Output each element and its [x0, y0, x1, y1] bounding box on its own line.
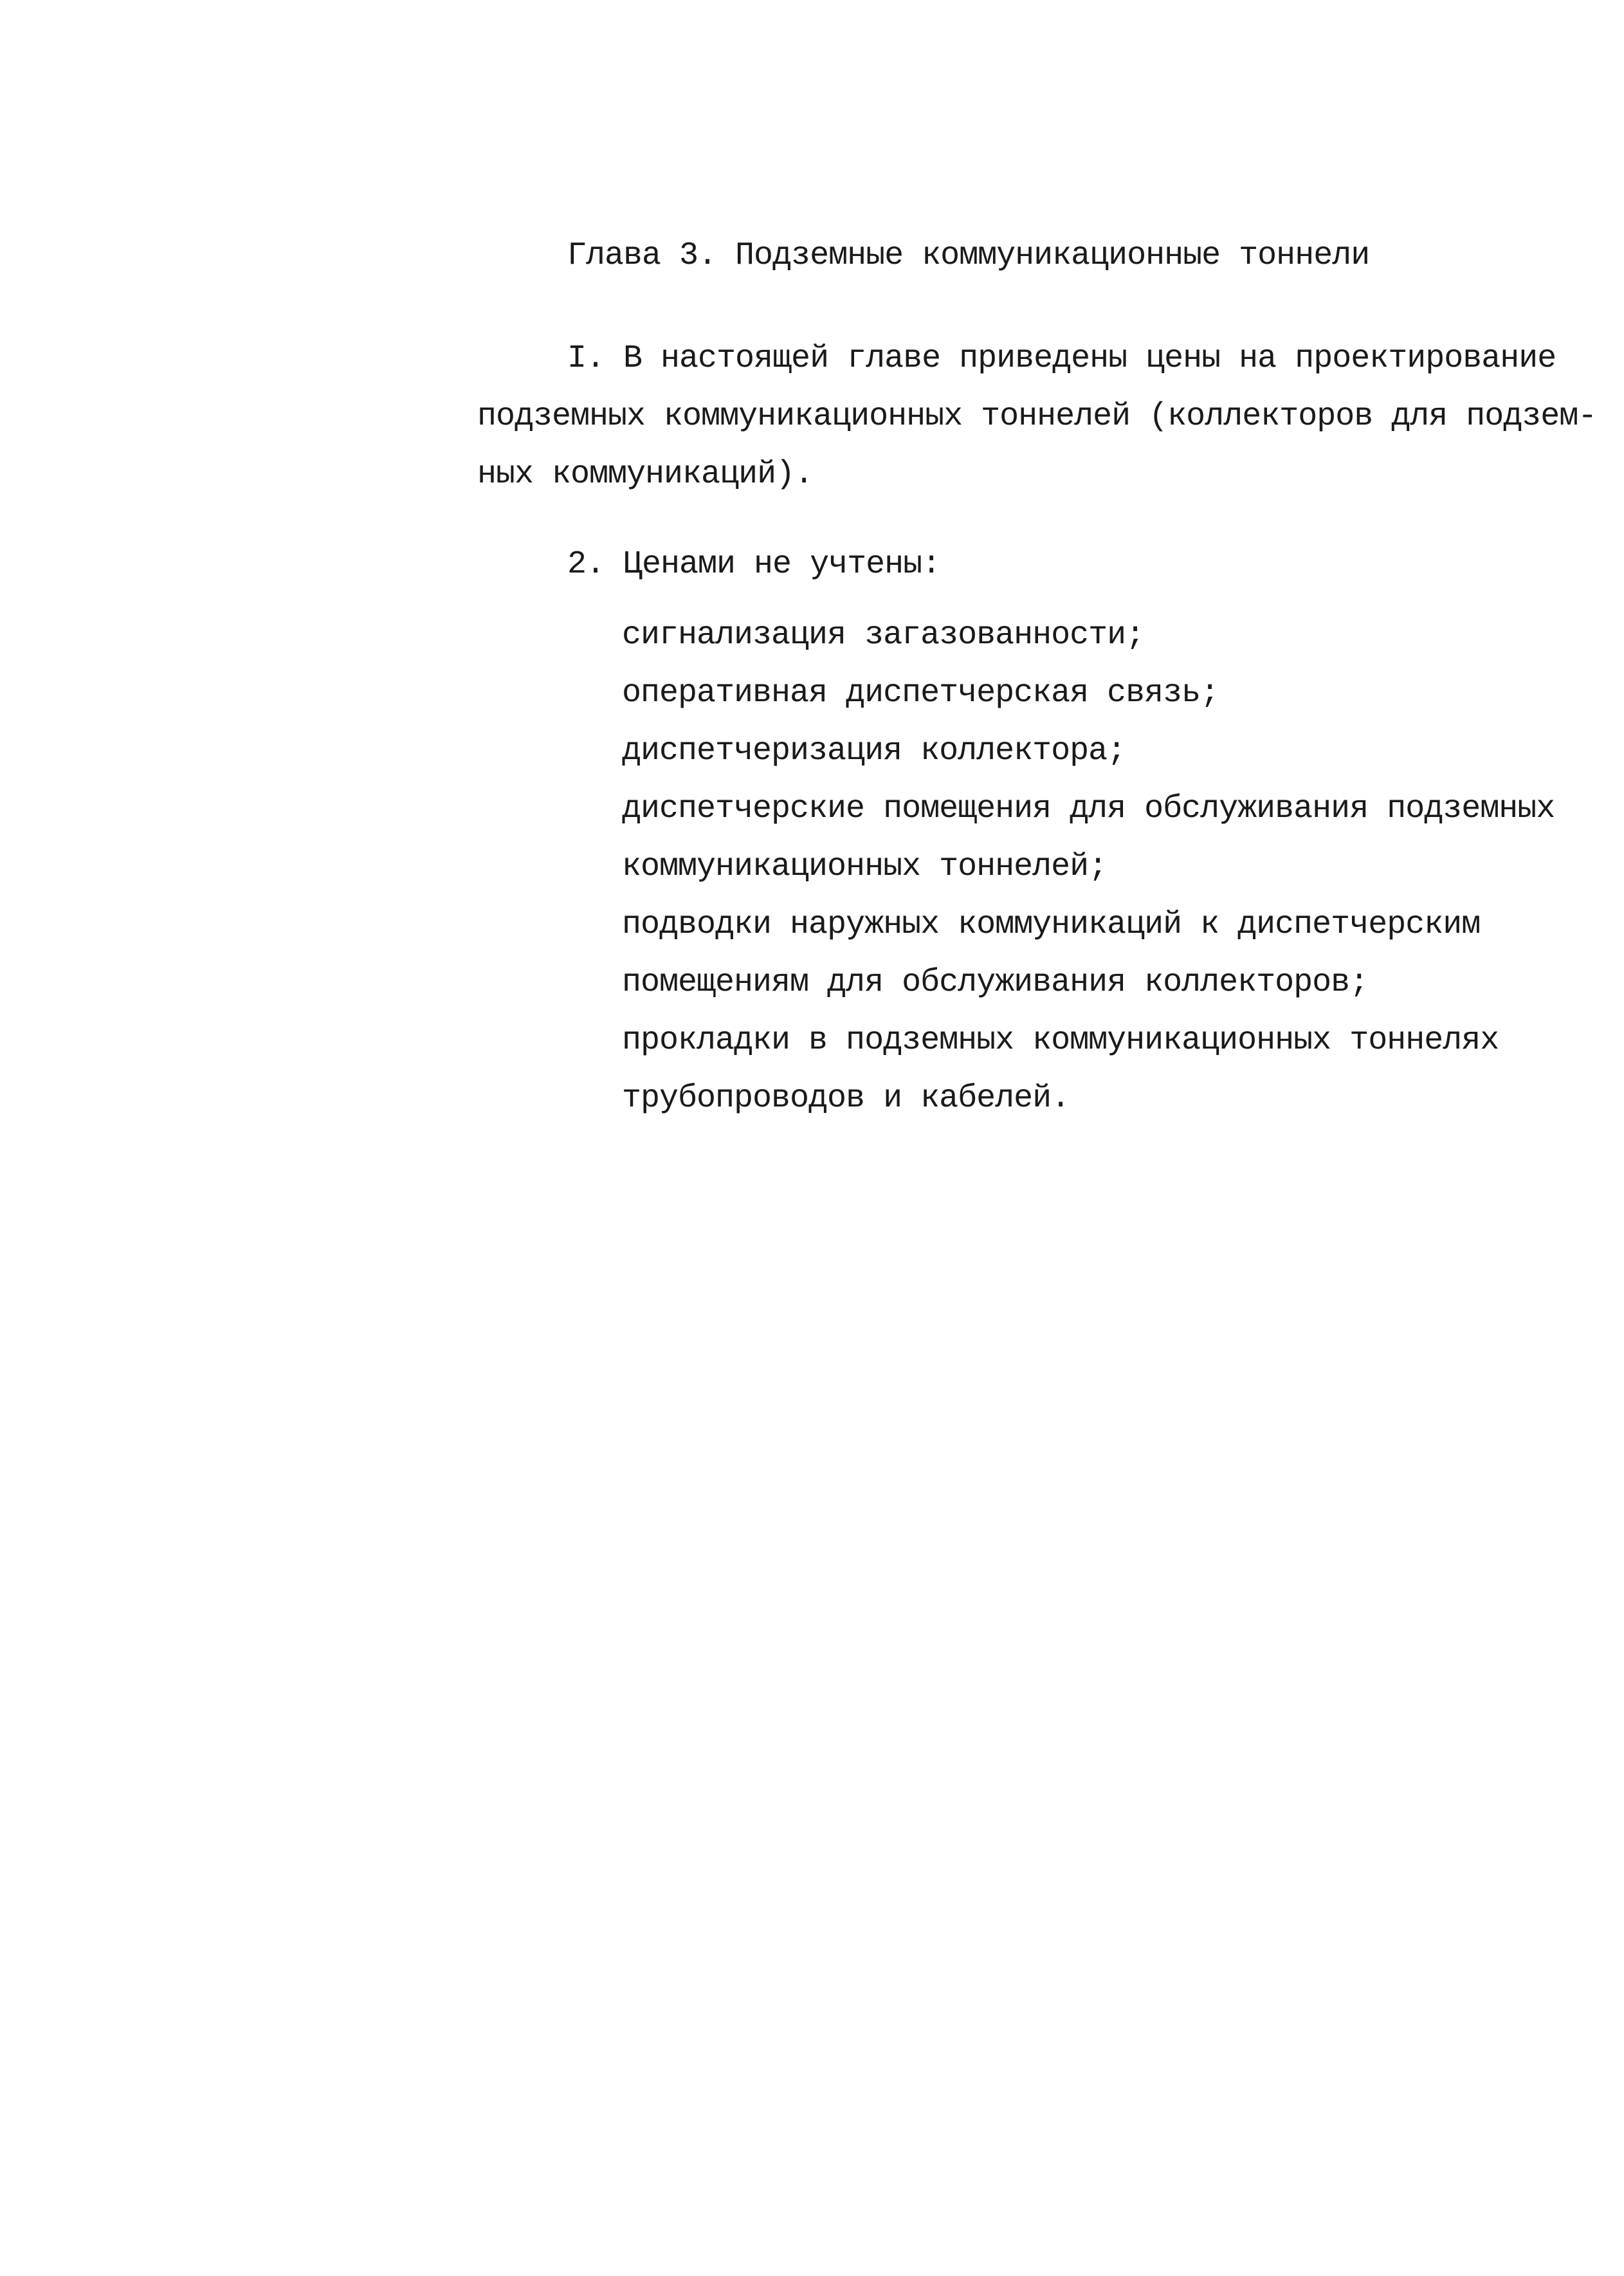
- paragraph-1-line-3: ных коммуникаций).: [477, 456, 814, 493]
- list-item-continuation: помещениям для обслуживания коллекторов;: [622, 964, 1369, 1001]
- list-item: оперативная диспетчерская связь;: [622, 675, 1219, 711]
- list-item-continuation: коммуникационных тоннелей;: [622, 849, 1108, 885]
- list-item: прокладки в подземных коммуникационных тоннелях: [622, 1022, 1499, 1059]
- paragraph-2-heading: 2. Ценами не учтены:: [567, 546, 941, 583]
- list-item: подводки наружных коммуникаций к диспетчерским: [622, 906, 1481, 943]
- list-item: сигнализация загазованности;: [622, 617, 1145, 654]
- chapter-title: Глава 3. Подземные коммуникационные тоннели: [567, 237, 1370, 274]
- list-item: диспетчеризация коллектора;: [622, 733, 1126, 769]
- list-item: диспетчерские помещения для обслуживания подземных: [622, 791, 1555, 827]
- list-item-continuation: трубопроводов и кабелей.: [622, 1080, 1070, 1117]
- paragraph-1-line-1: I. В настоящей главе приведены цены на проектирование: [567, 340, 1556, 377]
- paragraph-1-line-2: подземных коммуникационных тоннелей (коллекторов для подзем-: [477, 398, 1597, 435]
